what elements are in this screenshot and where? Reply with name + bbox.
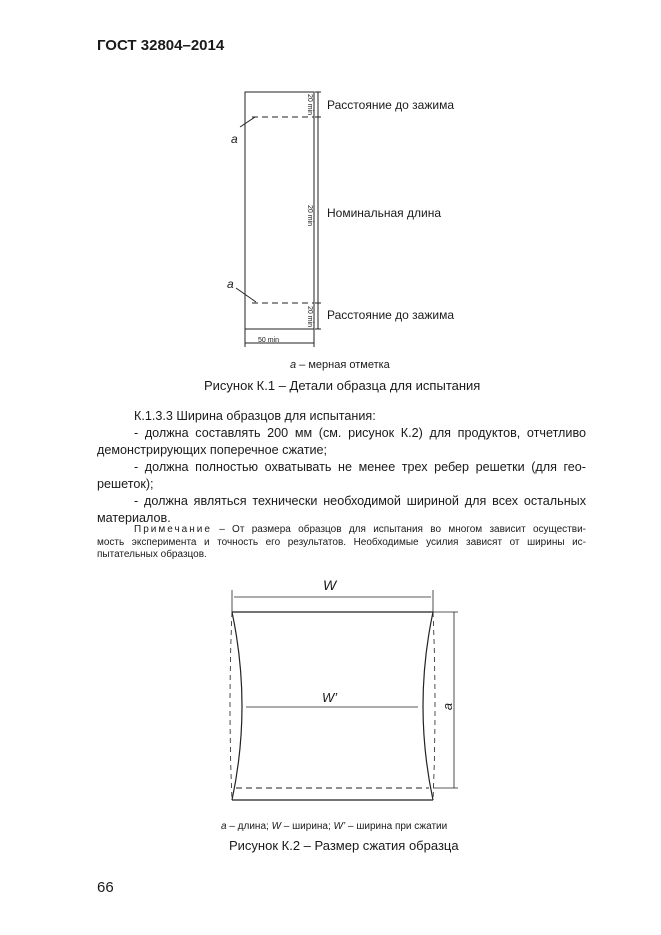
document-header: ГОСТ 32804–2014: [97, 37, 225, 54]
legend-wp-text: – ширина при сжатии: [345, 821, 448, 832]
marker-a-bottom: a: [227, 277, 234, 291]
figure2-legend: [221, 821, 447, 832]
legend-w: W: [271, 821, 282, 832]
legend-wp: W’: [333, 821, 346, 832]
text-line: решеток);: [97, 477, 154, 491]
text-line: материалов.: [97, 511, 171, 525]
specimen-outline: [245, 92, 314, 329]
text-line: К.1.3.3 Ширина образцов для испытания:: [134, 409, 376, 423]
label-clamp-distance-bottom: Расстояние до зажима: [327, 308, 454, 322]
body-text: [97, 408, 586, 527]
dim-label-mid: 20 min: [306, 205, 313, 227]
legend-symbol-a: a: [290, 359, 297, 371]
page-number: 66: [97, 879, 114, 896]
label-a: a: [440, 702, 456, 711]
note-heading: Примечание: [134, 524, 212, 535]
text-line: - должна полностью охватывать не менее трех ребер решетки (для гео-: [134, 460, 586, 474]
dim-label-top: 20 min: [306, 94, 313, 116]
label-w: W: [323, 577, 337, 593]
marker-a-top: a: [231, 132, 238, 146]
text-line: - должна являться технически необходимой шириной для всех остальных: [134, 494, 586, 508]
figure2-caption: Рисунок К.2 – Размер сжатия образца: [229, 838, 459, 853]
text-line: демонстрирующих поперечное сжатие;: [97, 443, 328, 457]
label-nominal-length: Номинальная длина: [327, 206, 441, 220]
text-line: - должна составлять 200 мм (см. рисунок К.2) для продуктов, отчетливо: [134, 426, 586, 440]
dim-label-width: 50 min: [258, 337, 280, 344]
figure1-legend: [290, 359, 390, 371]
legend-text: – мерная отметка: [296, 359, 390, 371]
label-wprime: W’: [322, 690, 338, 705]
leader-a-bottom: [236, 288, 256, 302]
note-line: мость эксперимента и точность его результатов. Необходимые усилия зависят от ширины ис-: [97, 536, 586, 548]
note-line: пытательных образцов.: [97, 549, 207, 560]
figure1-caption: Рисунок К.1 – Детали образца для испытания: [204, 378, 481, 393]
label-clamp-distance-top: Расстояние до зажима: [327, 98, 454, 112]
legend-a-text: – длина;: [226, 821, 272, 832]
legend-a: a: [221, 821, 227, 832]
leader-a-top: [240, 117, 255, 127]
note-line: [97, 524, 586, 537]
note-text: [97, 524, 586, 562]
dim-label-bottom: 20 min: [306, 306, 313, 328]
note-line-rest: – От размера образцов для испытания во многом зависит осуществи-: [211, 524, 586, 535]
legend-w-text: – ширина;: [281, 821, 334, 832]
